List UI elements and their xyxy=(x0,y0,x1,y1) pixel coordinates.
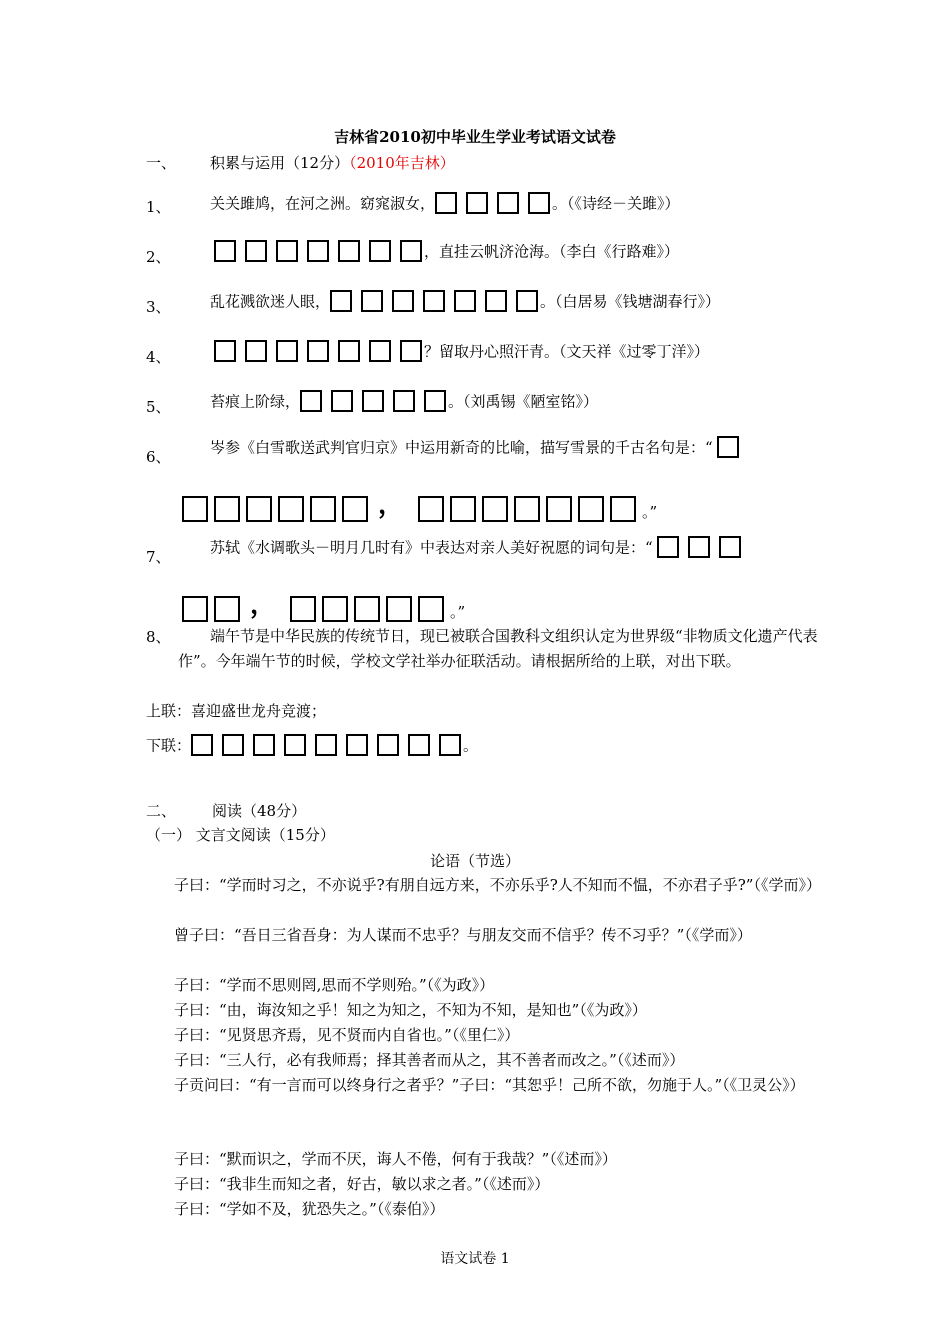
passage-line: 子曰：“三人行，必有我师焉；择其善者而从之，其不善者而改之。”（《述而》） xyxy=(174,1051,685,1069)
passage-line: 子曰：“我非生而知之者，好古，敏以求之者。”（《述而》） xyxy=(174,1175,550,1193)
q7-answer-line xyxy=(182,584,465,622)
passage-line: 子曰：“由，诲汝知之乎！知之为知之，不知为不知，是知也”（《为政》） xyxy=(174,1001,647,1019)
q6-line xyxy=(210,436,748,458)
answer-box[interactable] xyxy=(342,496,368,522)
answer-box[interactable] xyxy=(657,536,679,558)
q6-answer-boxes-2[interactable] xyxy=(418,496,642,522)
answer-box[interactable] xyxy=(284,734,306,756)
answer-box[interactable] xyxy=(276,240,298,262)
answer-box[interactable] xyxy=(182,496,208,522)
answer-box[interactable] xyxy=(400,340,422,362)
q7-number: 7、 xyxy=(146,548,171,566)
answer-box[interactable] xyxy=(276,340,298,362)
q5-answer-boxes[interactable] xyxy=(300,390,448,412)
answer-box[interactable] xyxy=(310,496,336,522)
q5-line xyxy=(210,390,598,412)
answer-box[interactable] xyxy=(307,340,329,362)
answer-box[interactable] xyxy=(354,596,380,622)
passage-line: 曾子曰：“吾日三省吾身：为人谋而不忠乎？与朋友交而不信乎？传不习乎？”（《学而》） xyxy=(174,926,752,944)
answer-box[interactable] xyxy=(546,496,572,522)
passage-line: 子曰：“默而识之，学而不厌，诲人不倦，何有于我哉？”（《述而》） xyxy=(174,1150,617,1168)
q3-answer-boxes[interactable] xyxy=(330,290,540,312)
passage-line: 子曰：“学而不思则罔,思而不学则殆。”（《为政》） xyxy=(174,976,495,994)
answer-box[interactable] xyxy=(331,390,353,412)
answer-box[interactable] xyxy=(362,390,384,412)
answer-box[interactable] xyxy=(482,496,508,522)
q7-line xyxy=(210,536,750,558)
q6-answer-boxes-1[interactable] xyxy=(182,496,374,522)
answer-box[interactable] xyxy=(214,496,240,522)
answer-box[interactable] xyxy=(182,596,208,622)
q5-after: 。（刘禹锡《陋室铭》） xyxy=(448,392,599,411)
answer-box[interactable] xyxy=(408,734,430,756)
q6-answer-line xyxy=(182,484,657,522)
answer-box[interactable] xyxy=(386,596,412,622)
answer-box[interactable] xyxy=(278,496,304,522)
page-footer: 语文试卷 1 xyxy=(440,1251,510,1267)
answer-box[interactable] xyxy=(214,340,236,362)
q5-number: 5、 xyxy=(146,398,171,416)
q4-line xyxy=(214,340,709,362)
answer-box[interactable] xyxy=(245,240,267,262)
part1-heading: （一） 文言文阅读（15分） xyxy=(146,826,335,844)
answer-box[interactable] xyxy=(418,496,444,522)
answer-box[interactable] xyxy=(246,496,272,522)
answer-box[interactable] xyxy=(377,734,399,756)
q4-after: ？留取丹心照汗青。（文天祥《过零丁洋》） xyxy=(424,342,710,361)
passage-line: 子贡问曰：“有一言而可以终身行之者乎？”子曰：“其恕乎！己所不欲，勿施于人。”（《卫灵公》） xyxy=(174,1076,805,1094)
q4-answer-boxes[interactable] xyxy=(214,340,424,362)
answer-box[interactable] xyxy=(688,536,710,558)
section1-number: 一、 xyxy=(146,154,177,172)
q1-answer-boxes[interactable] xyxy=(435,192,552,214)
answer-box[interactable] xyxy=(719,536,741,558)
answer-box[interactable] xyxy=(214,240,236,262)
section1-label: 积累与运用（12分） xyxy=(210,154,350,172)
section2-label: 阅读（48分） xyxy=(212,802,307,820)
answer-box[interactable] xyxy=(610,496,636,522)
answer-box[interactable] xyxy=(346,734,368,756)
answer-box[interactable] xyxy=(439,734,461,756)
q8-answer-boxes[interactable] xyxy=(191,734,463,756)
q8-number: 8、 xyxy=(146,628,171,646)
q8-upper-couplet: 上联：喜迎盛世龙舟竞渡； xyxy=(146,702,327,720)
section2-number: 二、 xyxy=(146,802,177,820)
answer-box[interactable] xyxy=(450,496,476,522)
answer-box[interactable] xyxy=(361,290,383,312)
q6-comma: ， xyxy=(378,490,405,520)
answer-box[interactable] xyxy=(300,390,322,412)
section1-tag: （2010年吉林） xyxy=(349,154,455,172)
answer-box[interactable] xyxy=(578,496,604,522)
answer-box[interactable] xyxy=(315,734,337,756)
answer-box[interactable] xyxy=(214,596,240,622)
answer-box[interactable] xyxy=(418,596,444,622)
q7-comma: ， xyxy=(250,590,277,620)
answer-box[interactable] xyxy=(392,290,414,312)
passage-line: 子曰：“学而时习之，不亦说乎?有朋自远方来，不亦乐乎?人不知而不愠，不亦君子乎?”（《学而》） xyxy=(174,876,821,894)
q3-line xyxy=(210,290,720,312)
answer-box[interactable] xyxy=(307,240,329,262)
q1-before: 关关雎鸠，在河之洲。窈窕淑女， xyxy=(210,194,436,213)
answer-box[interactable] xyxy=(338,240,360,262)
q5-before: 苔痕上阶绿， xyxy=(210,392,301,411)
q8-lower-end: 。 xyxy=(463,736,479,755)
answer-box[interactable] xyxy=(330,290,352,312)
answer-box[interactable] xyxy=(222,734,244,756)
passage-line: 子曰：“见贤思齐焉，见不贤而内自省也。”（《里仁》） xyxy=(174,1026,520,1044)
answer-box[interactable] xyxy=(454,290,476,312)
answer-box[interactable] xyxy=(516,290,538,312)
q2-after: ，直挂云帆济沧海。（李白《行路难》） xyxy=(424,242,680,261)
answer-box[interactable] xyxy=(466,192,488,214)
answer-box[interactable] xyxy=(528,192,550,214)
answer-box[interactable] xyxy=(514,496,540,522)
q8-lower-label: 下联： xyxy=(146,736,192,755)
exam-title: 吉林省2010初中毕业生学业考试语文试卷 xyxy=(334,128,616,146)
answer-box[interactable] xyxy=(400,240,422,262)
answer-box[interactable] xyxy=(290,596,316,622)
q7-end: 。” xyxy=(450,603,466,621)
answer-box[interactable] xyxy=(497,192,519,214)
answer-box[interactable] xyxy=(191,734,213,756)
q6-text: 岑参《白雪歌送武判官归京》中运用新奇的比喻，描写雪景的千古名句是：“ xyxy=(210,438,713,457)
answer-box[interactable] xyxy=(245,340,267,362)
answer-box[interactable] xyxy=(369,240,391,262)
q1-line xyxy=(210,192,680,214)
q7-text: 苏轼《水调歌头－明月几时有》中表达对亲人美好祝愿的词句是：“ xyxy=(210,538,653,557)
answer-box[interactable] xyxy=(338,340,360,362)
q1-number: 1、 xyxy=(146,198,171,216)
passage-line: 子曰：“学如不及，犹恐失之。”（《泰伯》） xyxy=(174,1200,445,1218)
answer-box[interactable] xyxy=(485,290,507,312)
answer-box[interactable] xyxy=(424,390,446,412)
q4-number: 4、 xyxy=(146,348,171,366)
section1-heading xyxy=(210,152,455,173)
answer-box[interactable] xyxy=(435,192,457,214)
answer-box[interactable] xyxy=(322,596,348,622)
q7-answer-boxes-1[interactable] xyxy=(657,536,750,558)
q7-answer-boxes-3[interactable] xyxy=(290,596,450,622)
answer-box[interactable] xyxy=(423,290,445,312)
q8-text: 端午节是中华民族的传统节日，现已被联合国教科文组织认定为世界级“非物质文化遗产代表作”。今年端午节的时候，学校文学社举办征联活动。请根据所给的上联，对出下联。 xyxy=(178,627,818,670)
q2-line xyxy=(214,240,679,262)
passage-title: 论语（节选） xyxy=(429,852,520,870)
q6-number: 6、 xyxy=(146,448,171,466)
q2-number: 2、 xyxy=(146,248,171,266)
q3-before: 乱花溅欲迷人眼， xyxy=(210,292,331,311)
answer-box[interactable] xyxy=(717,436,739,458)
answer-box[interactable] xyxy=(253,734,275,756)
answer-box[interactable] xyxy=(369,340,391,362)
q8-lower-line xyxy=(146,734,478,756)
q3-number: 3、 xyxy=(146,298,171,316)
q2-answer-boxes[interactable] xyxy=(214,240,424,262)
answer-box[interactable] xyxy=(393,390,415,412)
q1-after: 。（《诗经－关雎》） xyxy=(552,194,680,213)
q7-answer-boxes-2[interactable] xyxy=(182,596,246,622)
q3-after: 。（白居易《钱塘湖春行》） xyxy=(540,292,721,311)
q6-end: 。” xyxy=(642,503,658,521)
